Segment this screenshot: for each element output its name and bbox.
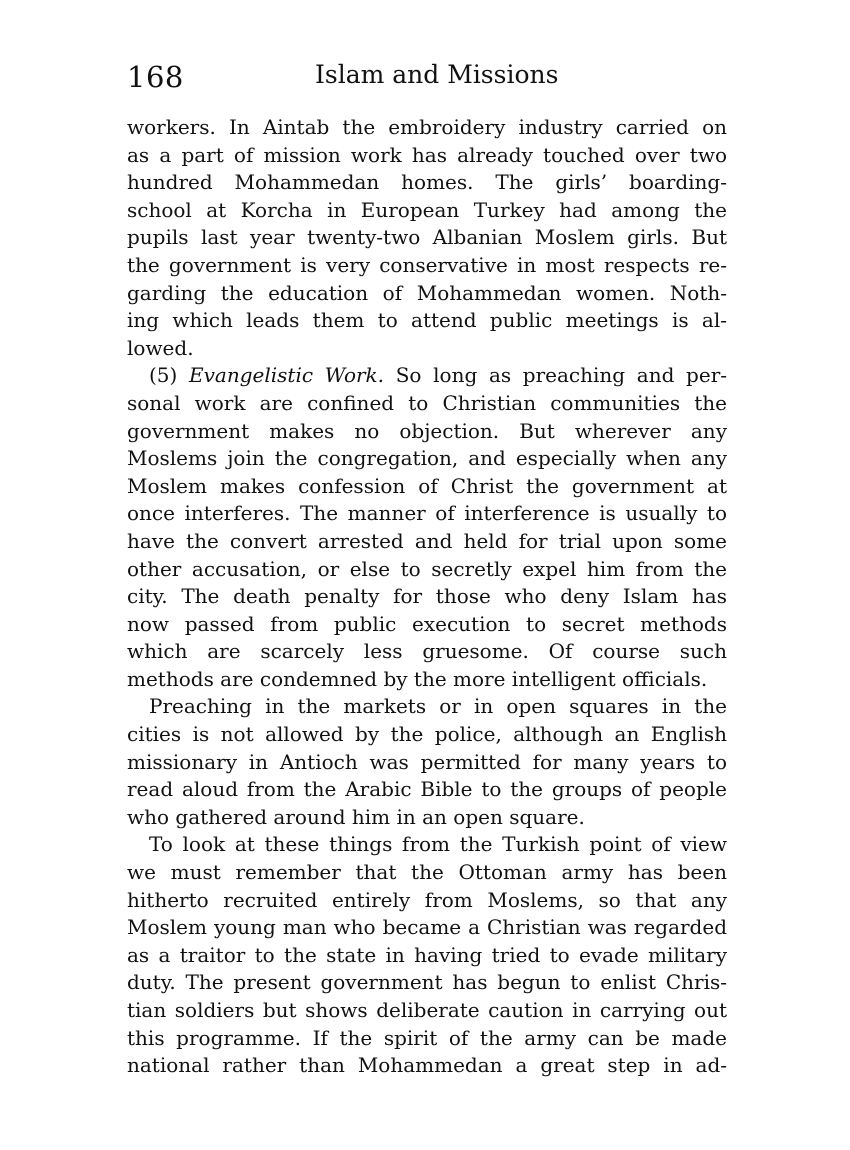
text-line: we must remember that the Ottoman army has been: [127, 860, 727, 885]
running-title: Islam and Missions: [315, 60, 559, 89]
text-line: the government is very conservative in most respects re-: [127, 252, 727, 277]
text-line: hundred Mohammedan homes. The girls’ boarding-: [127, 170, 727, 195]
text-line: now passed from public execution to secret methods: [127, 611, 727, 636]
text-line: as a part of mission work has already touched over two: [127, 142, 727, 167]
text-line: national rather than Mohammedan a great step in ad-: [127, 1053, 727, 1078]
text-line: lowed.: [127, 335, 194, 360]
text-line: this programme. If the spirit of the army can be made: [127, 1025, 727, 1050]
text-line: Moslems join the congregation, and especially when any: [127, 446, 727, 471]
text-line: tian soldiers but shows deliberate caution in carrying out: [127, 998, 727, 1022]
body-text: [127, 114, 727, 1080]
text-line: which are scarcely less gruesome. Of course such: [127, 639, 727, 664]
text-line: school at Korcha in European Turkey had among the: [127, 197, 727, 222]
text-line: once interferes. The manner of interference is usually to: [127, 501, 727, 526]
section-lead-text: So long as preaching and per-: [395, 363, 728, 388]
text-line: duty. The present government has begun to enlist Chris-: [127, 970, 727, 995]
text-line: Preaching in the markets or in open squares in the: [149, 694, 727, 719]
text-line: have the convert arrested and held for trial upon some: [127, 528, 727, 553]
text-line: garding the education of Mohammedan women. Noth-: [127, 280, 727, 305]
page-number: 168: [127, 60, 184, 94]
text-line: ing which leads them to attend public meetings is al-: [127, 308, 727, 333]
text-line: Moslem young man who became a Christian was regarded: [127, 915, 727, 940]
text-line: pupils last year twenty-two Albanian Moslem girls. But: [127, 225, 727, 250]
text-line: government makes no objection. But wherever any: [127, 418, 727, 443]
text-line: who gathered around him in an open square.: [127, 804, 585, 829]
text-line: sonal work are confined to Christian communities the: [127, 390, 727, 415]
text-line: To look at these things from the Turkish point of view: [149, 832, 727, 857]
text-line: other accusation, or else to secretly expel him from the: [127, 556, 727, 581]
text-line: read aloud from the Arabic Bible to the groups of people: [127, 777, 727, 802]
text-line: methods are condemned by the more intelligent officials.: [127, 666, 708, 691]
text-line: cities is not allowed by the police, although an English: [127, 722, 727, 747]
page-header: [127, 60, 727, 100]
section-number: (5): [149, 363, 178, 388]
section-heading: Evangelistic Work.: [189, 363, 385, 388]
text-line: city. The death penalty for those who deny Islam has: [127, 584, 727, 609]
text-line-section-start: [127, 362, 727, 390]
text-line: workers. In Aintab the embroidery industry carried on: [127, 115, 727, 139]
text-line: hitherto recruited entirely from Moslems, so that any: [127, 887, 727, 912]
text-line: missionary in Antioch was permitted for many years to: [127, 749, 727, 774]
text-line: as a traitor to the state in having tried to evade military: [127, 942, 727, 967]
text-line: Moslem makes confession of Christ the government at: [127, 473, 727, 498]
